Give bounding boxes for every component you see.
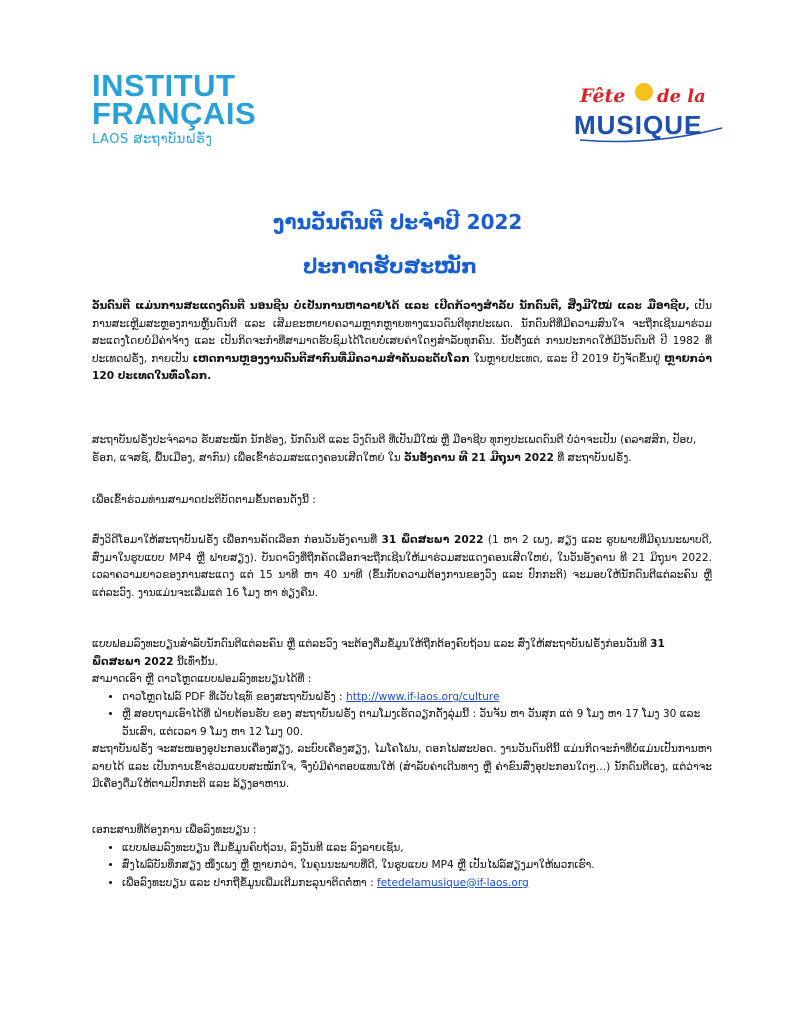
list-item: • ສົ່ງໄຟລ໌ບັນທຶກສຽງ ໜຶ່ງເພງ ຫຼື ຫຼາຍກວ່າ, ໃນຄຸນນະພາບທີ່ດີ, ໃນຮູບແບບ MP4 ຫຼື ເປັນໄຟລ໌ສຽງມາໃຫ້ພວກເຮົາ.: [122, 857, 712, 875]
documents-heading: ເອກະສານທີ່ຕ້ອງການ ເພື່ອລົງທະບຽນ :: [92, 824, 257, 836]
fete-de-la-musique-logo: [572, 76, 732, 146]
contact-text: ເພື່ອລົງທະບຽນ ແລະ ປາກຖືຂໍ້ມູນເພີ່ມເຕີມກະລຸນາຕິດຕໍ່ຫາ :: [122, 876, 374, 889]
form-deadline: 31 ພຶດສະພາ 2022: [92, 638, 665, 668]
form-intro: [92, 636, 712, 671]
contact-email-link[interactable]: fetedelamusique@if-laos.org: [377, 876, 529, 889]
steps-intro: ເພື່ອເຂົ້າຮ່ວມທ່ານສາມາດປະຕິບັດຕາມຂັ້ນຕອນດັ່ງນີ້ :: [92, 494, 316, 506]
intro-body-2: ໃນຫຼາຍປະເທດ, ແລະ ປີ 2019 ຍັງຈັດຂຶ້ນຢູ່: [473, 352, 661, 365]
list-item: • ຫຼື ສອບຖາມເອົາໄດ້ທີ່ ຝ່າຍຕ້ອນຮັບ ຂອງ ສະຖາບັນຝຣັ່ງ ຕາມໂມງເຮັດວຽກດັ່ງລຸ່ມນີ້ : ວັນຈັນ ຫາ ວັນສຸກ ແຕ່ 9 ໂມງ ຫາ 17 ໂມງ 30 ແລະ ວັນເສົາ, ແຕ່ເວລາ 9 ໂມງ ຫາ 12 ໂມງ 00.: [122, 706, 712, 741]
intro-paragraph: [92, 298, 712, 386]
intro-highlight-2: ຫຼາຍກວ່າ 120 ປະເທດໃນທົ່ວໂລກ.: [92, 352, 713, 382]
video-body-2: (1 ຫາ 2 ເພງ, ສຽງ ແລະ ຮູບພາບທີ່ມີຄຸນນະພາບດີ, ສົ່ງມາໃນຮູບແບບ MP4 ຫຼື ຟາຍສຽງ). ບັນດາວົງທີ່ຖືກຄັດເລືອກຈະຖືກເຊີນໃຫ້ມາຮ່ວມສະແດງຄອນເສີດໃຫຍ່, ໃນວັນອັງຄານ ທີ 21 ມິຖຸນາ 2022. ເວລາຄວາມຍາວຂອງການສະແດງ ແຕ່ 15 ນາທີ ຫາ 40 ນາທີ (ຂຶ້ນກັບຄວາມຕ້ອງການຂອງວົງ ແລະ ປົກກະຕິ) ຈະມອບໃຫ້ນັກດົນຕີແຕ່ລະຄົນ ຫຼື ແຕ່ລະວົງ. ງານແມ່ນຈະເລີ່ມແຕ່ 16 ໂມງ ຫາ ທ່ຽງຄືນ.: [92, 534, 713, 599]
culture-link[interactable]: http://www.if-laos.org/culture: [346, 690, 500, 703]
documents-list: [92, 840, 712, 893]
list-item: [122, 689, 712, 707]
download-text: ດາວໂຫຼດໄຟລ໌ PDF ທີ່ເວັບໄຊທ໌ ຂອງສະຖາບັນຝຣັ່ງ :: [122, 690, 343, 703]
call-paragraph: [92, 432, 712, 467]
logo-dela-word: de la: [657, 86, 706, 107]
form-body: ແບບຟອມລົງທະບຽນສຳລັບນັກດົນຕີແຕ່ລະຄົນ ຫຼື ແຕ່ລະວົງ ຈະຕ້ອງຕື່ມຂໍ້ມູນໃຫ້ຖືກຕ້ອງຄົບຖ້ວນ ແລະ ສົ່ງໃຫ້ສະຖາບັນຝຣັ່ງກ່ອນວັນທີ: [92, 638, 647, 650]
call-body: ສະຖາບັນຝຣັ່ງປະຈຳລາວ ຮັບສະໝັກ ນັກຮ້ອງ, ນັກດົນຕີ ແລະ ວົງດົນຕີ ທີ່ເປັນມືໃໝ່ ຫຼື ມືອາຊີບ ທຸກໆປະເພດດົນຕີ ບໍ່ວ່າຈະເປັນ (ຄລາສສິກ, ປັອບ, ຣັອກ, ແຈສຊ໌, ພື້ນເມືອງ, ສາກົນ) ເພື່ອເຂົ້າຮ່ວມສະແດງຄອນເສີດໃຫຍ່ ໃນ: [92, 434, 697, 464]
intro-body: ເປັນການສະເຫຼີມສະຫຼອງການຫຼິ້ນດົນຕີ ແລະ ເສີມຂະຫຍາຍຄວາມຫຼາກຫຼາຍທາງແນວດົນຕີທຸກປະເພດ. ນັກດົນຕີທີ່ມີຄວາມສົນໃຈ ຈະຖືກເຊີນມາຮ່ວມສະແດງໂດຍບໍ່ມີຄ່າຈ້າງ ແລະ ເປັນກິດຈະກຳທີ່ສາມາດຮັບຊົມໄດ້ໂດຍບໍ່ເສຍຄ່າໃດໆສຳລັບທຸກຄົນ. ນັບຕັ້ງແຕ່ ການປະກາດໃຫ້ມີວັນດົນຕີ ປີ 1982 ທີ່ປະເທດຝຣັ່ງ, ກາຍເປັນ: [92, 300, 712, 365]
form-paragraph: [92, 636, 712, 794]
form-options-list: [92, 689, 712, 742]
list-item: • ແບບຟອມລົງທະບຽນ ຕື່ມຂໍ້ມູນຄົບຖ້ວນ, ລົງວັນທີ ແລະ ລົງລາຍເຊັນ,: [122, 840, 712, 858]
logo-musique-word: MUSIQUE: [574, 110, 703, 140]
form-body-end: ນີ້ເທົ່ານັ້ນ.: [176, 655, 218, 668]
video-body: ສົ່ງວິດີໂອມາໃຫ້ສະຖາບັນຝຣັ່ງ ເພື່ອການຄັດເລືອກ ກ່ອນວັນອັງຄານທີ່: [92, 534, 378, 546]
institut-francais-logo: [92, 68, 257, 147]
call-body-end: ທີ່ ສະຖາບັນຝຣັ່ງ.: [557, 451, 632, 464]
intro-highlight-1: ເຫດການຫຼອງງານດົນຕີສາກົນທີ່ມີຄວາມສຳຄັນລະດັບໂລກ: [192, 352, 470, 365]
page-subtitle: ປະກາດຮັບສະໝັກ: [303, 254, 477, 278]
list-item: [122, 875, 712, 893]
logo-fete-word: Fête: [580, 85, 626, 107]
video-paragraph: [92, 532, 712, 602]
logo-line-francais: FRANÇAIS: [92, 96, 257, 131]
equipment-paragraph: ສະຖາບັນຝຣັ່ງ ຈະສະໜອງອຸປະກອນເຄື່ອງສຽງ, ລະບົບເຄື່ອງສຽງ, ໄມໂຄໂຟນ, ດອກໄຟສະປອດ. ງານວັນດົນຕີນີ້ ແມ່ນກິດຈະກຳທີ່ບໍ່ແມ່ນເປັນການຫາລາຍໄດ້ ແລະ ເປັນການເຂົ້າຮ່ວມແບບສະໝັກໃຈ, ຈຶ່ງບໍ່ມີຄ່າຕອບແທນໃຫ້ (ສຳລັບຄ່າເດີນທາງ ຫຼື ຄ່າຂົນສົ່ງອຸປະກອນໃດໆ...) ນັກດົນຕີເອງ, ແຕ່ວ່າຈະມີເຄື່ອງດື່ມໃຫ້ຕາມປົກກະຕິ ແລະ ລ້ຽງອາຫານ.: [92, 743, 712, 790]
logo-line-laos: LAOS ສະຖາບັນຝຣັ່ງ: [92, 132, 213, 147]
logo-line-institut: INSTITUT: [92, 68, 236, 103]
sun-icon: [635, 83, 653, 101]
form-where: ສາມາດເອົາ ຫຼື ດາວໂຫຼດແບບຟອມລົງທະບຽນໄດ້ທີ່ :: [92, 673, 312, 685]
documents-section: [92, 822, 712, 892]
page-title: ງານວັນດົນຕີ ປະຈຳປີ 2022: [273, 210, 523, 234]
intro-lead: ວັນດົນຕີ ແມ່ນການສະແດງດົນຕີ ນອນຊີນ ບໍ່ເປັນການຫາລາຍໄດ້ ແລະ ເປີດກ້ວາງສຳລັບ ນັກດົນຕີ, ສີ່ງມີໃໝ່ ແລະ ມືອາຊີບ,: [92, 300, 690, 312]
event-date: ວັນອັງຄານ ທີ 21 ມີຖຸນາ 2022: [404, 451, 554, 464]
video-deadline: 31 ພຶດສະພາ 2022: [381, 534, 484, 546]
